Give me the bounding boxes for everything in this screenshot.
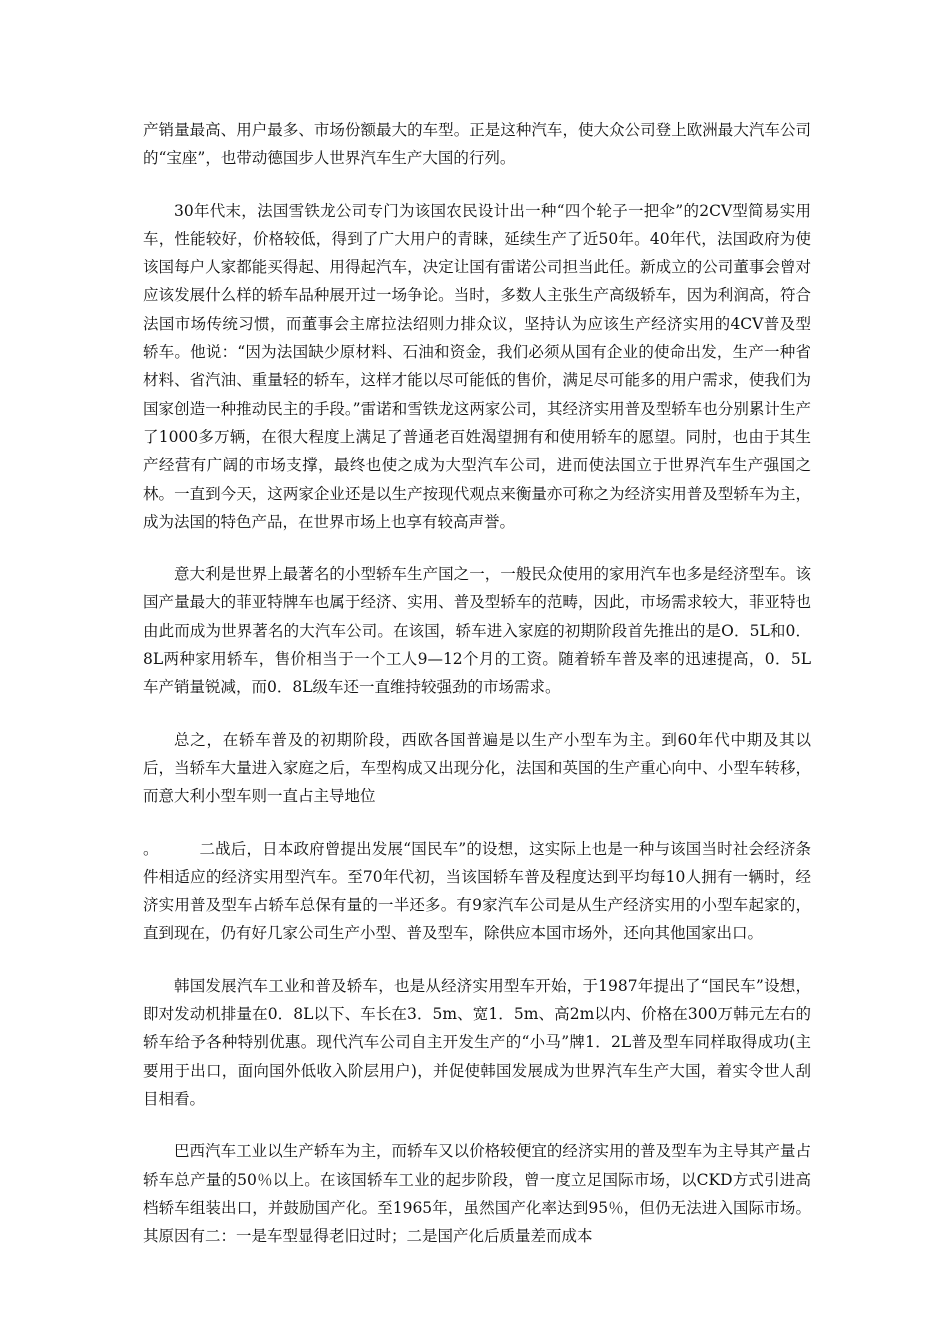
paragraph-italy: 意大利是世界上最著名的小型轿车生产国之一，一般民众使用的家用汽车也多是经济型车。该国产量最大的菲亚特牌车也属于经济、实用、普及型轿车的范畴，因此，市场需求较大，菲亚特也由此而成为世界著名的大汽车公司。在该国，轿车进入家庭的初期阶段首先推出的是O．5L和0．8L两种家用轿车，售价相当于一个工人9—12个月的工资。随着轿车普及率的迅速提高，0．5L车产销量锐减，而0．8L级车还一直维持较强劲的市场需求。 — [143, 565, 811, 697]
document-page — [143, 116, 811, 1274]
paragraph-brazil: 巴西汽车工业以生产轿车为主，而轿车又以价格较便宜的经济实用的普及型车为主导其产量占轿车总产量的50％以上。在该国轿车工业的起步阶段，曾一度立足国际市场，以CKD方式引进高档轿车组装出口，并鼓励国产化。至1965年，虽然国产化率达到95％，但仍无法进入国际市场。其原因有二：一是车型显得老旧过时；二是国产化后质量差而成本 — [143, 1142, 811, 1246]
paragraph-japan: 。 二战后，日本政府曾提出发展“国民车”的设想，这实际上也是一种与该国当时社会经济条件相适应的经济实用型汽车。至70年代初，当该国轿车普及程度达到平均每10人拥有一辆时，经济实用普及型车占轿车总保有量的一半还多。有9家汽车公司是从生产经济实用的小型车起家的，直到现在，仍有好几家公司生产小型、普及型车，除供应本国市场外，还向其他国家出口。 — [143, 839, 811, 943]
paragraph-korea: 韩国发展汽车工业和普及轿车，也是从经济实用型车开始，于1987年提出了“国民车”设想，即对发动机排量在0．8L以下、车长在3．5m、宽1．5m、高2m以内、价格在300万韩元左右的轿车给予各种特别优惠。现代汽车公司自主开发生产的“小马”牌1．2L普及型车同样取得成功(主要用于出口，面向国外低收入阶层用户)，并促使韩国发展成为世界汽车生产大国，着实令世人刮目相看。 — [143, 976, 811, 1108]
paragraph-france: 30年代末，法国雪铁龙公司专门为该国农民设计出一种“四个轮子一把伞”的2CV型简易实用车，性能较好，价格较低，得到了广大用户的青睐，延续生产了近50年。40年代，法国政府为使该国每户人家都能买得起、用得起汽车，决定让国有雷诺公司担当此任。新成立的公司董事会曾对应该发展什么样的轿车品种展开过一场争论。当时，多数人主张生产高级轿车，因为利润高，符合法国市场传统习惯，而董事会主席拉法绍则力排众议，坚持认为应该生产经济实用的4CV普及型轿车。他说：“因为法国缺少原材料、石油和资金，我们必须从国有企业的使命出发，生产一种省材料、省汽油、重量轻的轿车，这样才能以尽可能低的售价，满足尽可能多的用户需求，使我们为国家创造一种推动民主的手段。”雷诺和雪铁龙这两家公司，其经济实用普及型轿车也分别累计生产了1000多万辆，在很大程度上满足了普通老百姓渴望拥有和使用轿车的愿望。同肘，也由于其生产经营有广阔的市场支撑，最终也使之成为大型汽车公司，进而使法国立于世界汽车生产强国之林。一直到今天，这两家企业还是以生产按现代观点来衡量亦可称之为经济实用普及型轿车为主，成为法国的特色产品，在世界市场上也享有较高声誉。 — [143, 201, 811, 531]
paragraph-germany-volkswagen: 产销量最高、用户最多、市场份额最大的车型。正是这种汽车，使大众公司登上欧洲最大汽车公司的“宝座”，也带动德国步人世界汽车生产大国的行列。 — [143, 121, 811, 168]
paragraph-western-europe-summary: 总之，在轿车普及的初期阶段，西欧各国普遍是以生产小型车为主。到60年代中期及其以后，当轿车大量进入家庭之后，车型构成又出现分化，法国和英国的生产重心向中、小型车转移，而意大利小型车则一直占主导地位 — [143, 730, 811, 806]
